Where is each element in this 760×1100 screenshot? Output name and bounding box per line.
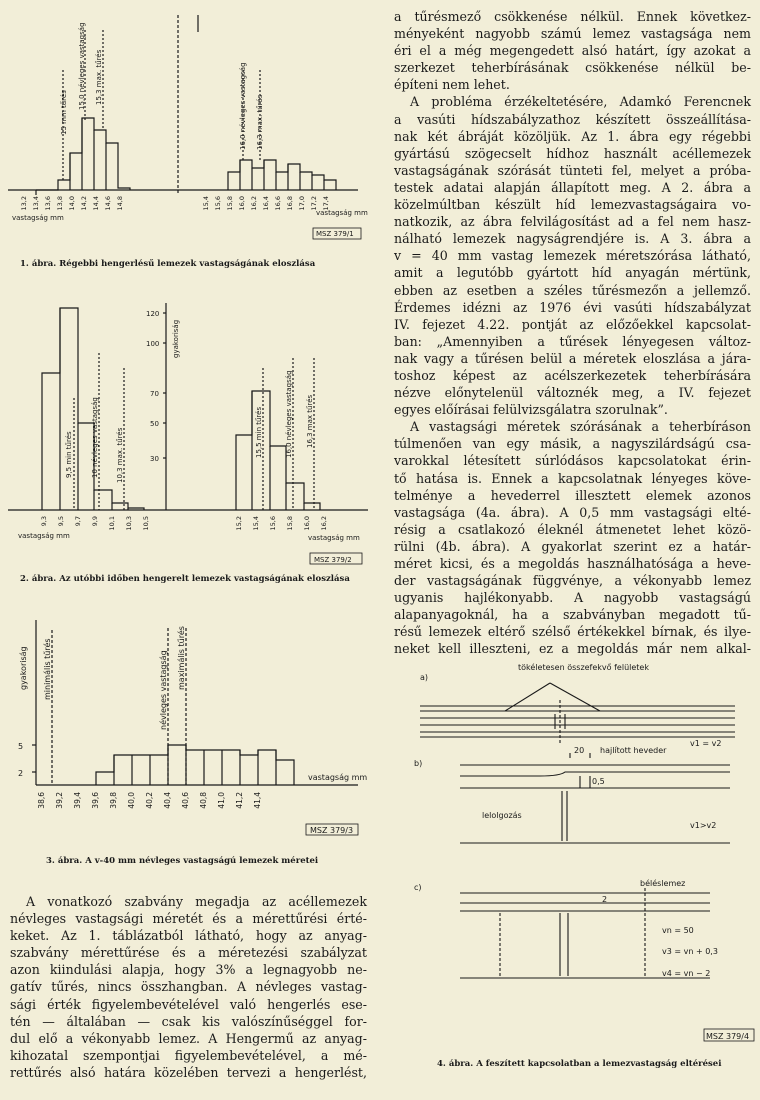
fig3-ylabel: gyakoriság (19, 646, 28, 690)
fig4-c-label: c) (414, 883, 422, 892)
text-line: kihozatal szempontjai figyelembevételével, a mé- (10, 1047, 367, 1063)
x-tick-label: 13,6 (44, 196, 52, 211)
x-tick-label: 14,4 (92, 196, 100, 211)
text-line: egyes előírásai felülvizsgálatra szorulnak”. (394, 402, 668, 418)
text-line: vastagságának szórását tünteti fel, melyet a próba- (394, 162, 751, 178)
x-tick-label: 9,9 (91, 516, 99, 527)
text-line: ményeként nagyobb számú lemez vastagsága nem (394, 26, 751, 42)
text-line: toshoz képest az acélszerkezetek teherbírására (394, 367, 751, 383)
x-tick-label: 16,2 (250, 196, 258, 211)
x-tick-label: 15,2 (235, 516, 243, 531)
fig2-code: MSZ 379/2 (314, 556, 352, 564)
x-tick-label: 14,2 (80, 196, 88, 211)
x-tick-label: 17,2 (310, 196, 318, 211)
text-line: v = 40 mm vastag lemezek méretszórása látható, (394, 248, 751, 264)
text-line: nak két ábráját közöljük. Az 1. ábra egy régebbi (394, 128, 751, 144)
fig3-histogram (96, 745, 294, 785)
text-line: keket. Az 1. táblázatból látható, hogy az anyag- (10, 928, 367, 944)
x-tick-label: 10,1 (108, 516, 116, 531)
x-tick-label: 15,4 (252, 516, 260, 531)
x-tick-label: 41,0 (217, 792, 226, 809)
x-tick-label: 38,6 (37, 792, 46, 809)
fig4-c-eq2: v3 = vn + 0,3 (662, 947, 718, 956)
x-tick-label: 15,8 (226, 196, 234, 211)
x-tick-label: 9,7 (74, 516, 82, 527)
text-line: éri el a még megengedett alsó határt, így azokat a (394, 43, 751, 59)
fig2-ylabel: gyakoriság (172, 319, 180, 358)
fig2-x-ticks-left (40, 516, 150, 530)
fig2-xlabel-left: vastagság mm (18, 532, 70, 540)
fig4-b-20: 20 (574, 746, 585, 755)
x-tick-label: 40,2 (145, 792, 154, 809)
fig2-ytick: 120 (146, 310, 160, 318)
text-line: túlmenően van egy másik, a nagyszilárdságú csa- (394, 436, 751, 452)
x-tick-label: 10,3 (125, 516, 133, 531)
text-line: varokkal létesített súrlódásos kapcsolatokat érin- (394, 453, 751, 469)
text-line: IV. fejezet 4.22. pontját az előzőekkel kapcsolat- (394, 316, 751, 332)
text-line: közelmúltban készült híd lemezvastagságaira vo- (394, 197, 751, 213)
x-tick-label: 14,6 (104, 196, 112, 211)
figure-1 (8, 10, 383, 245)
x-tick-label: 17,4 (322, 196, 330, 211)
text-line: testek adatai alapján állapított meg. A 2. ábra a (394, 179, 751, 195)
x-tick-label: 13,4 (32, 196, 40, 211)
fig2-label: 10 névleges vastagság (91, 397, 99, 478)
fig1-code: MSZ 379/1 (316, 230, 354, 238)
text-line: tén — általában — csak kis valószínűséggel for- (10, 1013, 367, 1029)
x-tick-label: 40,8 (199, 792, 208, 809)
fig4-b-hajlitott: hajlított heveder (600, 746, 667, 755)
fig4-c-2: 2 (602, 895, 608, 904)
x-tick-label: 16,0 (303, 516, 311, 531)
text-line: ban: „Amennyiben a tűrések lényegesen változ- (394, 333, 751, 349)
text-line: A vastagsági méretek szórásának a teherbíráson (410, 419, 751, 435)
fig2-x-ticks-right (235, 516, 328, 530)
text-line: szerkezet teherbírásának csökkenése nélkül be- (394, 60, 751, 76)
x-tick-label: 39,2 (55, 792, 64, 809)
fig1-x-ticks-left (20, 196, 124, 210)
x-tick-label: 15,4 (202, 196, 210, 211)
fig3-ytick: 2 (18, 769, 24, 778)
text-line: dul elő a vékonyabb lemez. A Hengermű az anyag- (10, 1030, 367, 1046)
text-line: sági érték figyelembevételével való hengerlés ese- (10, 996, 367, 1012)
fig1-histogram-left (36, 118, 130, 190)
left-column-text (10, 893, 367, 1081)
fig4-a-eq: v1 = v2 (690, 739, 722, 748)
text-line: méret kicsi, és a megoldás használhatósága a heve- (394, 556, 751, 571)
fig3-x-ticks (37, 792, 262, 809)
fig2-caption: 2. ábra. Az utóbbi időben hengerelt lemezek vastagságának eloszlása (20, 574, 350, 584)
text-line: résig a csatlakozó éleknél átmenetet lehet közö- (394, 521, 751, 537)
right-column-text (394, 8, 751, 658)
x-tick-label: 40,6 (181, 792, 190, 809)
figure-4 (400, 658, 756, 1048)
fig2-ytick: 50 (150, 420, 159, 428)
text-line: a tűrésmező csökkenése nélkül. Ennek következ- (394, 9, 751, 24)
x-tick-label: 15,6 (214, 196, 222, 211)
fig2-label: 10,3 max. tűrés (116, 427, 124, 483)
x-tick-label: 15,8 (286, 516, 294, 531)
text-line: tő hatása is. Ennek a kapcsolatnak lényeges köve- (394, 470, 751, 486)
x-tick-label: 14,0 (68, 196, 76, 211)
text-line: szabvány mérettűrése és a méretezési szabályzat (10, 945, 367, 961)
fig2-ytick: 70 (150, 390, 159, 398)
fig4-code: MSZ 379/4 (706, 1032, 750, 1041)
fig4-a-label: a) (420, 673, 429, 682)
x-tick-label: 41,2 (235, 792, 244, 809)
x-tick-label: 13,8 (56, 196, 64, 211)
x-tick-label: 39,8 (109, 792, 118, 809)
text-line: névleges vastagsági méretét és a mérettűrési érté- (10, 911, 367, 927)
fig3-label-min: minimális tűrés (43, 638, 52, 700)
fig2-ytick: 30 (150, 455, 159, 463)
fig4-b-05: 0,5 (592, 777, 605, 786)
text-line: ebben az esetben a széles tűrésmezőn a jellemző. (394, 282, 751, 298)
text-line: azon kiindulási alapja, hogy 3% a legnagyobb ne- (10, 962, 367, 978)
text-line: a vasúti hídszabályzathoz készített összeállítása- (394, 111, 751, 127)
fig1-caption: 1. ábra. Régebbi hengerlésű lemezek vastagságának eloszlása (20, 259, 316, 269)
text-line: der vastagságának függvénye, a vékonyabb lemez (394, 573, 751, 589)
x-tick-label: 16,0 (238, 196, 246, 211)
text-line: nézve előnytelenül változnék meg, a IV. fejezet (394, 385, 751, 401)
x-tick-label: 17,0 (298, 196, 306, 211)
x-tick-label: 16,8 (286, 196, 294, 211)
text-line: résű lemezek eltérő szélső értékekkel bírnak, és ilye- (394, 624, 751, 640)
x-tick-label: 9,3 (40, 516, 48, 527)
fig3-xlabel: vastagság mm (308, 773, 368, 782)
text-line: gyártású szögecselt hídhoz használt acéllemezek (394, 145, 751, 161)
fig1-label-max: 15,3 max. tűrés (95, 49, 103, 105)
fig3-ytick: 5 (18, 742, 24, 751)
x-tick-label: 15,6 (269, 516, 277, 531)
fig1-xlabel-right: vastagság mm (316, 209, 368, 217)
text-line: nálható lemezek nagyságrendjére is. A 3. ábra a (394, 231, 751, 247)
text-line: vastagsága (4a. ábra). A 0,5 mm vastagsági elté- (394, 504, 751, 520)
fig2-xlabel-right: vastagság mm (308, 534, 360, 542)
fig4-a-top-label: tökéletesen összefekvő felületek (518, 663, 649, 672)
fig1-label-min: 15 mm tűrés (60, 90, 68, 135)
fig1-label-nom: 15,0 névleges vastagság (78, 22, 86, 110)
text-line: telménye a hevederrel illesztett elemek azonos (394, 487, 751, 503)
text-line: alapanyagoknál, ha a szabványban megadott tű- (394, 607, 751, 623)
x-tick-label: 9,5 (57, 516, 65, 527)
x-tick-label: 41,4 (253, 792, 262, 809)
x-tick-label: 40,4 (163, 792, 172, 809)
text-line: amit a legutóbb gyártott híd anyagán mértünk, (394, 265, 751, 281)
x-tick-label: 40,0 (127, 792, 136, 809)
x-tick-label: 16,4 (262, 196, 270, 211)
fig3-code: MSZ 379/3 (310, 826, 354, 835)
x-tick-label: 39,6 (91, 792, 100, 809)
fig1-x-ticks-right (202, 196, 330, 210)
x-tick-label: 16,2 (320, 516, 328, 531)
fig1-xlabel: vastagság mm (12, 214, 64, 222)
fig3-label-nom: névleges vastagság (159, 650, 168, 730)
fig4-b-eq: v1>v2 (690, 821, 717, 830)
figure-2 (8, 298, 383, 573)
text-line: natkozik, az ábra felvilágosítást ad a fel nem hasz- (394, 214, 751, 230)
fig1-label-max2: 16,3 max. tűrés (256, 94, 264, 150)
text-line: Érdemes idézni az 1976 évi vasúti hídszabályzat (394, 299, 751, 315)
fig4-c-beteslemez: béléslemez (640, 879, 686, 888)
figure-3 (8, 610, 383, 845)
fig4-caption: 4. ábra. A feszített kapcsolatban a lemezvastagság eltérései (437, 1059, 722, 1069)
text-line: neket kell illeszteni, ez a megoldás már nem alkal- (394, 641, 751, 657)
text-line: rettűrés alsó határa közelében tervezi a hengerlést, (10, 1064, 367, 1080)
x-tick-label: 10,5 (142, 516, 150, 531)
fig3-label-max: maximális tűrés (177, 626, 186, 690)
x-tick-label: 14,8 (116, 196, 124, 211)
fig1-histogram-right (228, 160, 336, 190)
text-line: építeni nem lehet. (394, 77, 510, 93)
fig4-c-eq3: v4 = vn − 2 (662, 969, 711, 978)
text-line: A probléma érzékeltetésére, Adamkó Ferencnek (410, 94, 751, 110)
fig2-label: 16,0 névleges vastagság (285, 370, 293, 458)
fig4-c-eq1: vn = 50 (662, 926, 694, 935)
fig2-label: 16,3 max tűrés (306, 394, 314, 448)
fig3-caption: 3. ábra. A v-40 mm névleges vastagságú lemezek méretei (46, 856, 319, 866)
x-tick-label: 16,6 (274, 196, 282, 211)
text-line: ugyanis hajlékonyabb. A nagyobb vastagságú (394, 590, 751, 606)
text-line: rülni (4b. ábra). A gyakorlat szerint ez a határ- (394, 538, 751, 554)
x-tick-label: 39,4 (73, 792, 82, 809)
fig2-ytick: 100 (146, 340, 160, 348)
text-line: gatív tűrés, nincs összhangban. A névleges vastag- (10, 979, 367, 995)
fig1-label-nom2: 16,0 névleges vastagság (239, 62, 247, 150)
text-line: A vonatkozó szabvány megadja az acéllemezek (26, 894, 367, 909)
fig4-b-label: b) (414, 759, 423, 768)
fig4-b-lelolgozas: lelolgozás (482, 811, 522, 820)
fig2-label: 15,5 min tűrés (255, 406, 263, 458)
text-line: nak vagy a tűrésen belül a méretek eloszlása a jára- (394, 350, 751, 366)
x-tick-label: 13,2 (20, 196, 28, 211)
fig2-label: 9,5 min tűrés (65, 431, 73, 478)
